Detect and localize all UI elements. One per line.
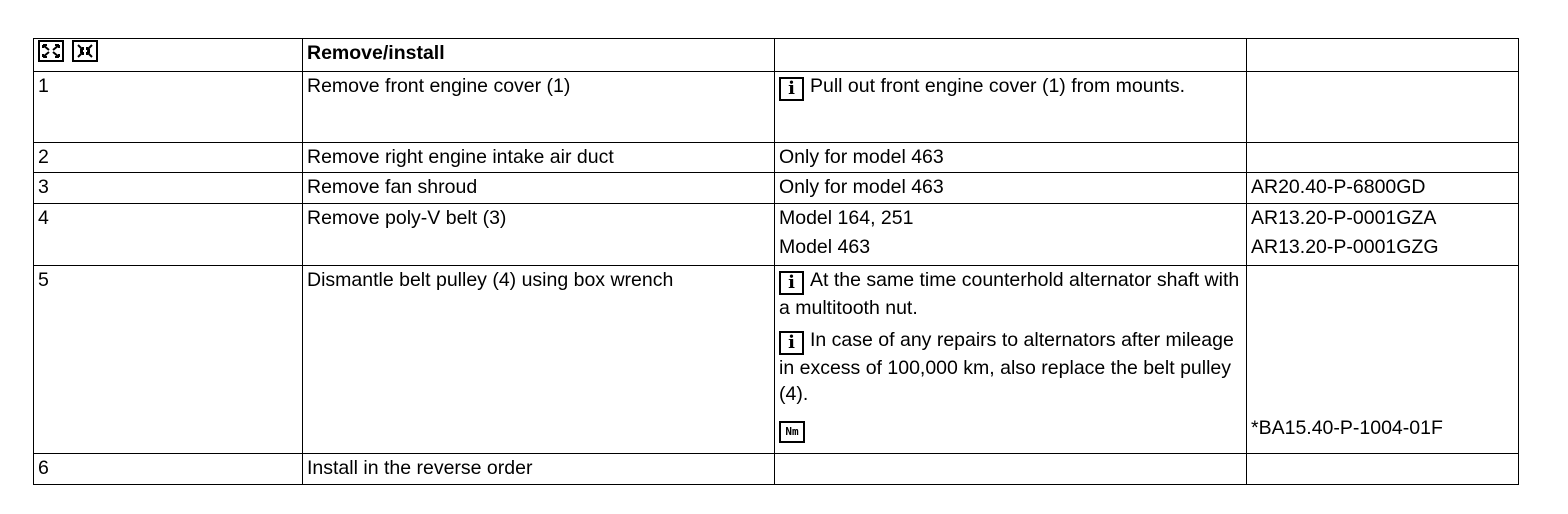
step-refs: [1247, 204, 1519, 266]
step-description: Remove fan shroud: [303, 173, 775, 204]
step-number: 4: [34, 204, 303, 266]
table-row: [34, 266, 1519, 454]
note: i In case of any repairs to alternators after mileage in excess of 100,000 km, also replace the belt pulley (4).: [779, 329, 1234, 405]
note: Model 164, 251: [779, 207, 914, 229]
note: i At the same time counterhold alternator shaft with a multitooth nut.: [779, 269, 1240, 319]
ref-spacer: [1251, 267, 1514, 415]
header-title: Remove/install: [303, 39, 775, 72]
step-notes: [775, 454, 1247, 485]
info-icon[interactable]: i: [779, 77, 804, 101]
step-number: 6: [34, 454, 303, 485]
step-notes: [775, 204, 1247, 266]
note: i Pull out front engine cover (1) from mounts.: [779, 73, 1242, 101]
step-refs[interactable]: [1247, 173, 1519, 204]
info-icon[interactable]: i: [779, 271, 804, 295]
step-number: 2: [34, 143, 303, 173]
collapse-arrows-icon[interactable]: [72, 40, 98, 62]
ref-link[interactable]: *BA15.40-P-1004-01F: [1251, 417, 1443, 439]
step-number: 5: [34, 266, 303, 454]
table-header-row: [34, 39, 1519, 72]
step-description: Remove right engine intake air duct: [303, 143, 775, 173]
expand-arrows-icon[interactable]: [38, 40, 64, 62]
step-notes: [775, 72, 1247, 143]
step-number: 1: [34, 72, 303, 143]
step-description: Dismantle belt pulley (4) using box wrench: [303, 266, 775, 454]
torque-nm-icon[interactable]: Nm: [779, 421, 805, 443]
note: Model 463: [779, 236, 871, 258]
step-description: Install in the reverse order: [303, 454, 775, 485]
note: [779, 413, 1242, 443]
header-empty-cell: [775, 39, 1247, 72]
table-row: [34, 454, 1519, 485]
ref-link[interactable]: AR13.20-P-0001GZA: [1251, 207, 1437, 229]
table-row: [34, 72, 1519, 143]
table-row: [34, 143, 1519, 173]
step-refs: [1247, 454, 1519, 485]
header-icons-cell: [34, 39, 303, 72]
step-refs: [1247, 266, 1519, 454]
table-row: [34, 204, 1519, 266]
step-notes: Only for model 463: [775, 143, 1247, 173]
step-refs: [1247, 143, 1519, 173]
procedure-table: [33, 38, 1519, 485]
step-refs: [1247, 72, 1519, 143]
step-notes: [775, 266, 1247, 454]
step-number: 3: [34, 173, 303, 204]
step-notes: Only for model 463: [775, 173, 1247, 204]
ref-link[interactable]: AR13.20-P-0001GZG: [1251, 236, 1439, 258]
step-description: Remove front engine cover (1): [303, 72, 775, 143]
info-icon[interactable]: i: [779, 331, 804, 355]
header-empty-cell: [1247, 39, 1519, 72]
table-row: [34, 173, 1519, 204]
step-description: Remove poly-V belt (3): [303, 204, 775, 266]
ref-link[interactable]: AR20.40-P-6800GD: [1251, 176, 1426, 198]
